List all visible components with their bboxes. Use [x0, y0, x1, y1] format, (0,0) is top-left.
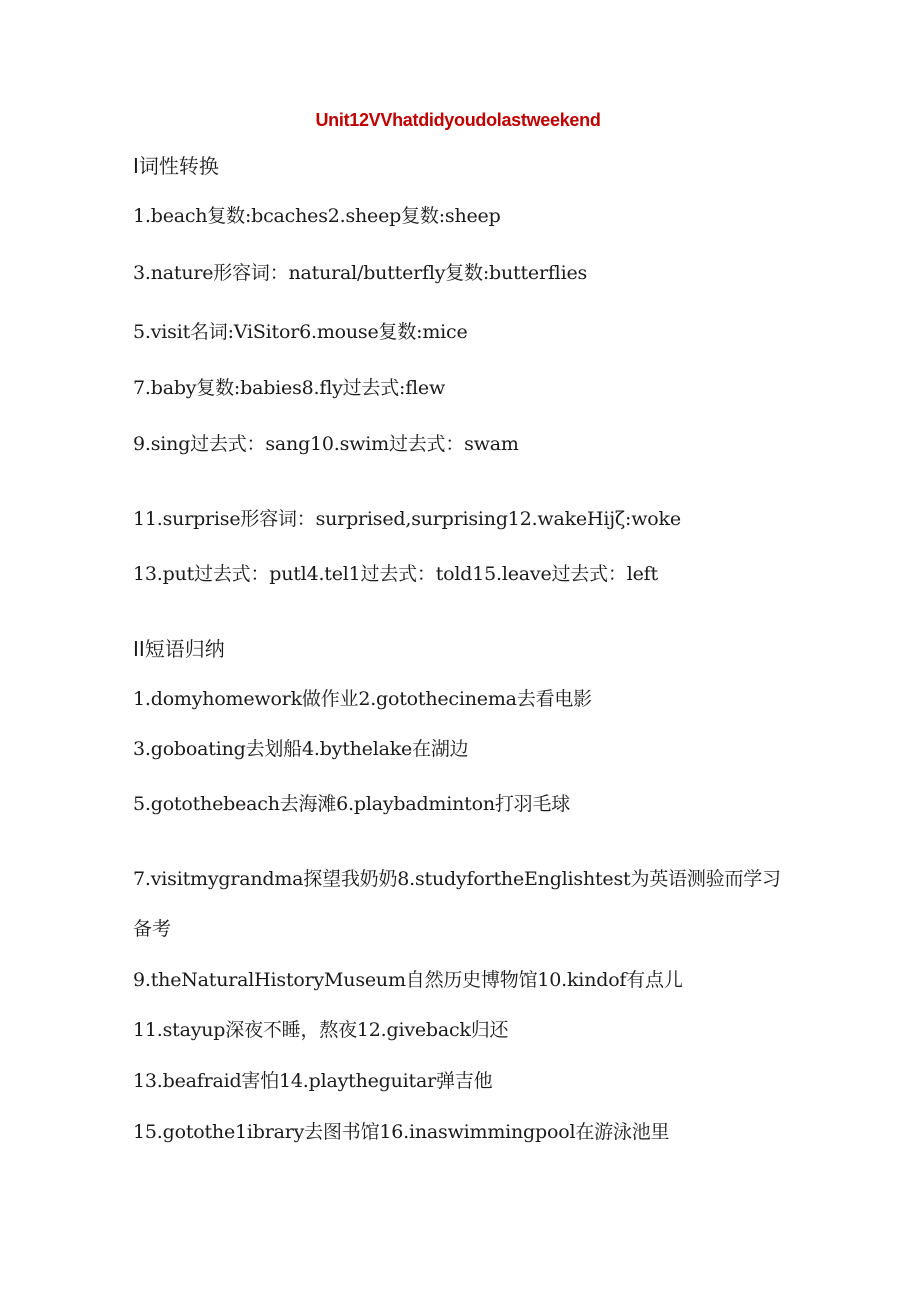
word-form-line-5: 9.sing过去式：sang10.swim过去式：swam	[133, 433, 519, 455]
phrase-line-1: 1.domyhomework做作业2.gotothecinema去看电影	[133, 688, 592, 710]
word-form-line-2: 3.nature形容词：natural/butterfly复数:butterflies	[133, 262, 588, 284]
document-title: Unit12VVhatdidyoudolastweekend	[315, 110, 601, 130]
word-form-line-6: 11.surprise形容词：surprised,surprising12.wakeHijζ:woke	[133, 508, 681, 530]
phrase-line-8: 15.gotothe1ibrary去图书馆16.inaswimmingpool在游泳池里	[133, 1121, 670, 1143]
phrase-line-4-continued: 备考	[133, 918, 172, 940]
word-form-line-7: 13.put过去式：putl4.tel1过去式：told15.leave过去式：left	[133, 563, 658, 585]
word-form-line-1: 1.beach复数:bcaches2.sheep复数:sheep	[133, 205, 501, 227]
phrase-line-4: 7.visitmygrandma探望我奶奶8.studyfortheEnglishtest为英语测验而学习	[133, 868, 781, 890]
phrase-line-6: 11.stayup深夜不睡，熬夜12.giveback归还	[133, 1019, 509, 1041]
word-form-line-3: 5.visit名词:ViSitor6.mouse复数:mice	[133, 321, 468, 343]
section-heading-phrases: II短语归纳	[133, 637, 225, 661]
phrase-line-2: 3.goboating去划船4.bythelake在湖边	[133, 738, 469, 760]
phrase-line-5: 9.theNaturalHistoryMuseum自然历史博物馆10.kindof有点儿	[133, 969, 683, 991]
word-form-line-4: 7.baby复数:babies8.fly过去式:flew	[133, 377, 446, 399]
phrase-line-3: 5.gotothebeach去海滩6.playbadminton打羽毛球	[133, 793, 571, 815]
phrase-line-7: 13.beafraid害怕14.playtheguitar弹吉他	[133, 1070, 493, 1092]
section-heading-word-forms: I词性转换	[133, 154, 219, 178]
